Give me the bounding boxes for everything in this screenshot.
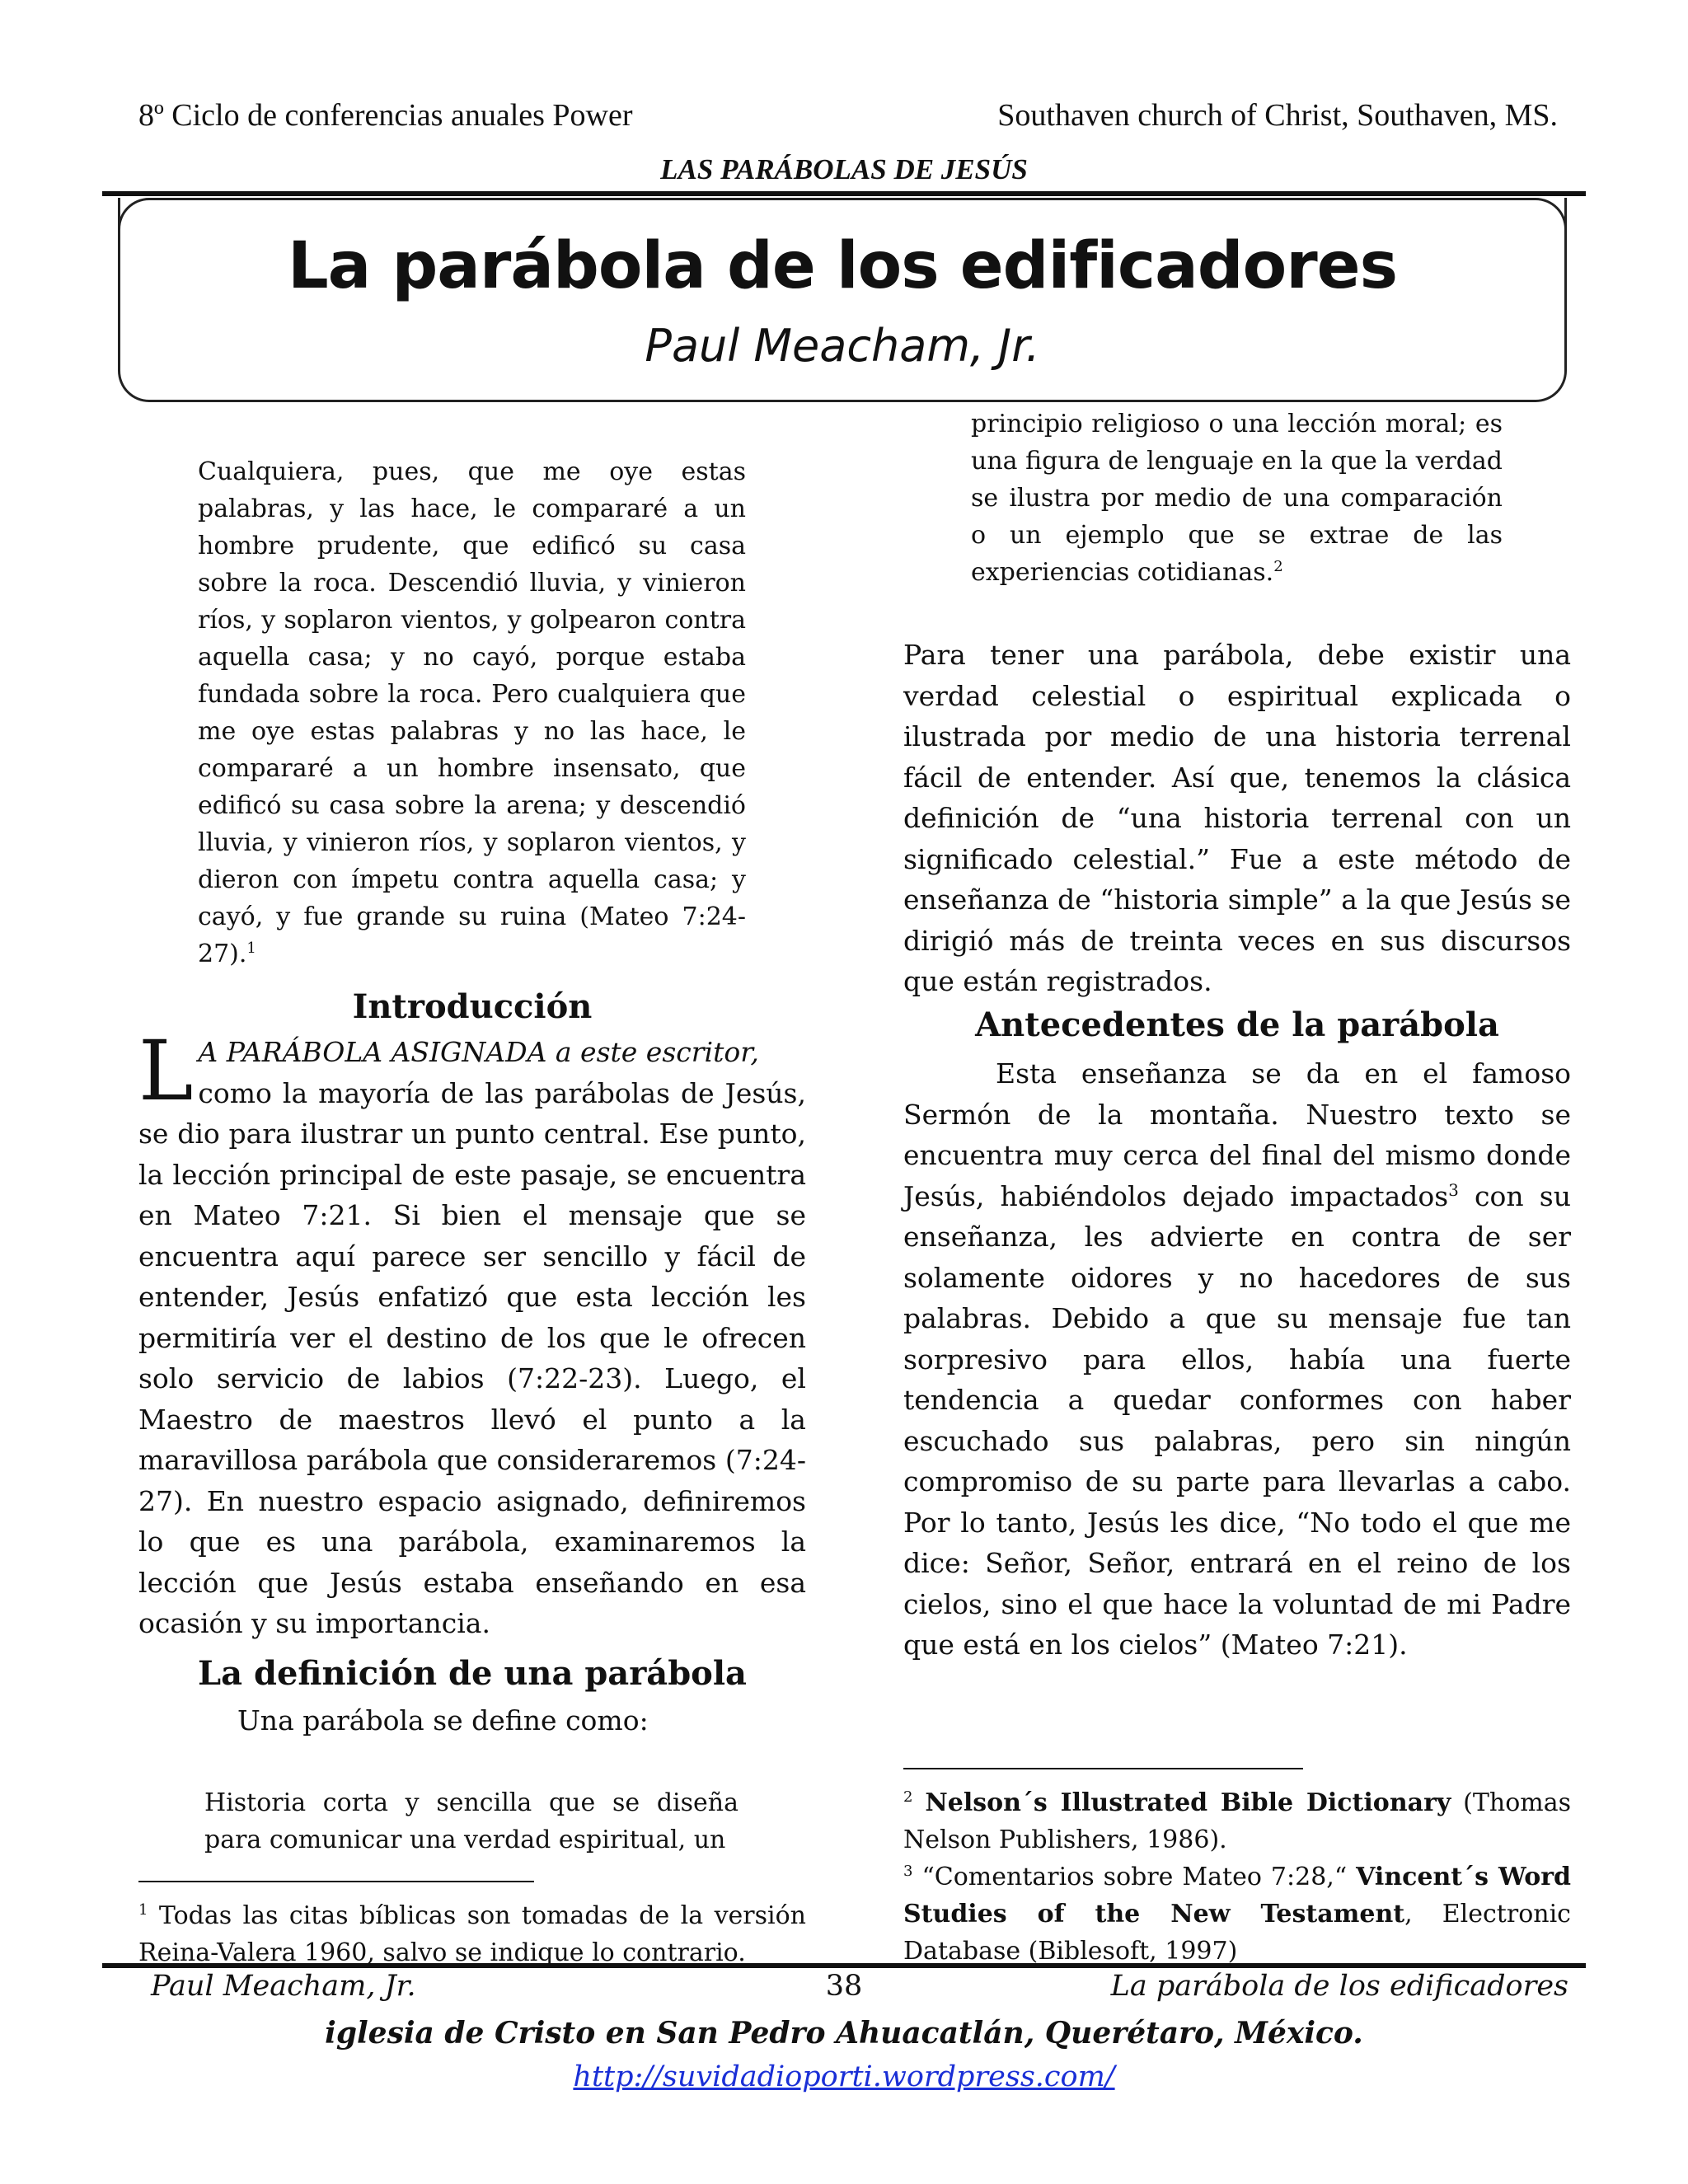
page-number: 38 [825, 1970, 863, 2003]
footer-title: La parábola de los edificadores [1110, 1970, 1568, 2003]
bottom-rule [102, 1963, 1586, 1968]
footer-url [0, 2060, 1688, 2093]
heading-antecedentes: Antecedentes de la parábola [975, 1005, 1499, 1044]
top-rule [102, 191, 1586, 196]
footnote-2: $^2$ Nelson´s Illustrated Bible Dictionary (Thomas Nelson Publishers, 1986). [903, 1788, 1571, 1854]
intro-lead-italic: A PARÁBOLA ASIGNADA a este escritor, [198, 1036, 759, 1068]
intro-paragraph: L A PARÁBOLA ASIGNADA a este escritor, como la mayoría de las parábolas de Jesús, se dio para ilustrar un punto central. Ese punto, la lección principal de este pasaje, se encuentra en Mateo 7:21. Si bien el mensaje que se encuentra aquí parece ser sencillo y fácil de entender, Jesús enfatizó que esta lección les permitiría ver el destino de los que le ofrecen solo servicio de labios (7:22-23). Luego, el Maestro de maestros llevó el punto a la maravillosa parábola que consideraremos (7:24-27). En nuestro espacio asignado, definiremos lo que es una parábola, examinaremos la lección que Jesús estaba enseñando en esa ocasión y su importancia. [138, 1023, 806, 1639]
opening-quote: Cualquiera, pues, que me oye estas palabras, y las hace, le compararé a un hombre prudente, que edificó su casa sobre la roca. Descendió lluvia, y vinieron ríos, y soplaron vientos, y golpearon contra aquella casa; y no cayó, porque estaba fundada sobre la roca. Pero cualquiera que me oye estas palabras y no las hace, le compararé a un hombre insensato, que edificó su casa sobre la arena; y descendió lluvia, y vinieron ríos, y soplaron vientos, y dieron con ímpetu contra aquella casa; y cayó, y fue grande su ruina (Mateo 7:24-27).$^1$ [198, 457, 746, 968]
heading-introduccion: Introducción [352, 987, 593, 1026]
footer-church: iglesia de Cristo en San Pedro Ahuacatlán, Querétaro, México. [325, 2016, 1363, 2050]
footnote-3: $^3$ “Comentarios sobre Mateo 7:28,“ Vincent´s Word Studies of the New Testament, Electronic Database (Biblesoft, 1997) [903, 1863, 1571, 1966]
footnote-ref-3[interactable]: 3 [1448, 1180, 1459, 1200]
series-title: LAS PARÁBOLAS DE JESÚS [660, 153, 1028, 185]
definition-quote-continued: principio religioso o una lección moral; es una figura de lenguaje en la que la verdad se ilustra por medio de una comparación o un ejemplo que se extrae de las experiencias cotidianas.$^2$ [971, 410, 1503, 587]
header-left: 8º Ciclo de conferencias anuales Power [138, 98, 633, 133]
antecedentes-paragraph: Esta enseñanza se da en el famoso Sermón de la montaña. Nuestro texto se encuentra muy cerca del final del mismo donde Jesús, habiéndolos dejado impactados$^3$ con su enseñanza, les advierte en contra de ser solamente oidores y no hacedores de sus palabras. Debido a que su mensaje fue tan sorpresivo para ellos, había una fuerte tendencia a quedar conformes con haber escuchado sus palabras, pero sin ningún compromiso de su parte para llevarlas a cabo. Por lo tanto, Jesús les dice, “No todo el que me dice: Señor, Señor, entrará en el reino de los cielos, sino el que hace la voluntad de mi Padre que está en los cielos” (Mateo 7:21). [903, 1057, 1571, 1661]
definition-intro-line: Una parábola se define como: [237, 1704, 649, 1736]
footnote-ref-2[interactable]: 2 [1273, 558, 1283, 575]
footnotes-right [903, 1784, 1571, 1970]
heading-definicion: La definición de una parábola [198, 1654, 747, 1693]
website-link[interactable]: http://suvidadioporti.wordpress.com/ [573, 2060, 1115, 2093]
footnote-rule-right [903, 1768, 1303, 1769]
page-title: La parábola de los edificadores [287, 229, 1398, 303]
definition-quote: Historia corta y sencilla que se diseña para comunicar una verdad espiritual, un [204, 1788, 738, 1854]
footer-author: Paul Meacham, Jr. [151, 1970, 416, 2003]
footnote-1: $^1$ Todas las citas bíblicas son tomadas de la versión Reina-Valera 1960, salvo se indique lo contrario. [138, 1901, 806, 1967]
header-right: Southaven church of Christ, Southaven, MS. [997, 98, 1558, 133]
drop-cap: L [138, 1023, 194, 1119]
author-name: Paul Meacham, Jr. [645, 320, 1040, 372]
footnote-rule-left [138, 1881, 534, 1882]
parable-paragraph: Para tener una parábola, debe existir una verdad celestial o espiritual explicada o ilustrada por medio de una historia terrenal fácil de entender. Así que, tenemos la clásica definición de “una historia terrenal con un significado celestial.” Fue a este método de enseñanza de “historia simple” a la que Jesús se dirigió más de treinta veces en sus discursos que están registrados. [903, 639, 1571, 997]
footnote-ref-1[interactable]: 1 [246, 940, 256, 957]
